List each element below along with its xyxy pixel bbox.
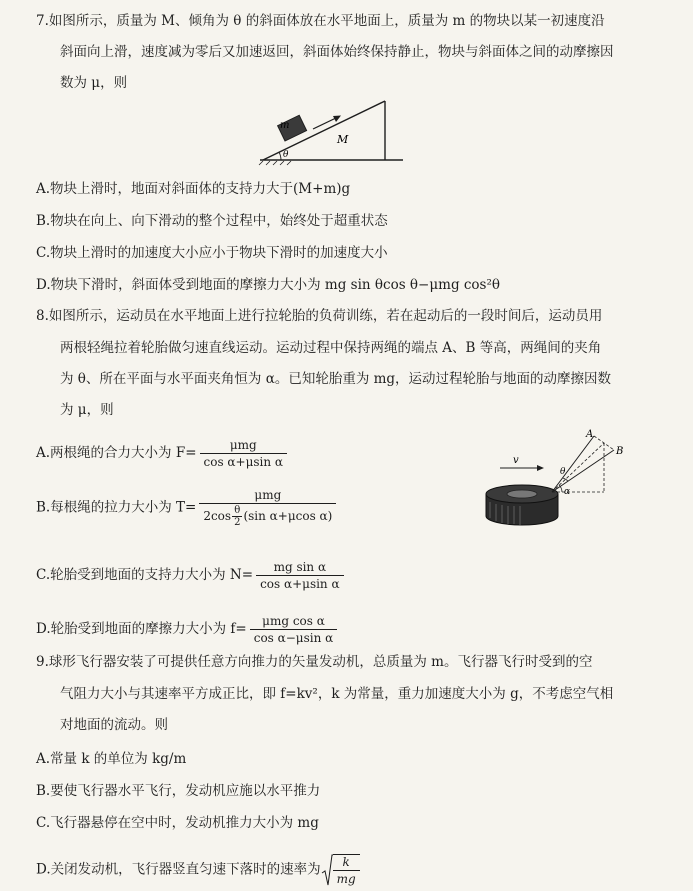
rope-to-a (552, 436, 594, 492)
q7-option-d[interactable]: D.物块下滑时，斜面体受到地面的摩擦力大小为 mg sin θcos θ−μmg cos²θ (36, 277, 501, 293)
sqrt-sign-icon (321, 853, 333, 887)
q8-option-b-den-pre: 2cos (203, 509, 232, 523)
q8-stem-line-4: 为 μ，则 (60, 402, 114, 418)
q7-stem-line-1: 7.如图所示，质量为 M、倾角为 θ 的斜面体放在水平地面上，质量为 m 的物块以某一初速度沿 (36, 13, 605, 29)
q9-option-d-numerator: k (333, 855, 360, 871)
q8-option-b-half-angle-den: 2 (234, 517, 241, 528)
q8-option-b-fraction (199, 488, 336, 528)
label-alpha: α (564, 487, 571, 497)
q8-option-c-numerator: mg sin α (256, 560, 344, 576)
q8-option-a[interactable] (36, 438, 290, 469)
q8-option-b-den-post: (sin α+μcos α) (243, 509, 333, 523)
q8-option-c-denominator: cos α+μsin α (260, 577, 340, 591)
q9-option-a[interactable]: A.常量 k 的单位为 kg/m (36, 751, 187, 767)
q8-option-b-prefix: B.每根绳的拉力大小为 T= (36, 499, 197, 516)
velocity-arrow (313, 117, 338, 129)
q7-incline-figure (255, 95, 405, 170)
q8-option-c-prefix: C.轮胎受到地面的支持力大小为 N= (36, 567, 254, 583)
tire (486, 485, 558, 525)
ground-hatching (259, 161, 291, 165)
q9-option-c[interactable]: C.飞行器悬停在空中时，发动机推力大小为 mg (36, 815, 319, 831)
q8-option-d-numerator: μmg cos α (250, 614, 338, 630)
q8-stem-line-1: 8.如图所示，运动员在水平地面上进行拉轮胎的负荷训练，若在起动后的一段时间后，运动员用 (36, 308, 603, 324)
q7-stem-line-3: 数为 μ，则 (60, 75, 128, 91)
q9-option-d-prefix: D.关闭发动机，飞行器竖直匀速下落时的速率为 (36, 861, 321, 878)
label-M: M (337, 133, 349, 146)
label-m: m (280, 120, 290, 131)
q8-option-c[interactable] (36, 560, 347, 591)
q7-option-b[interactable]: B.物块在向上、向下滑动的整个过程中，始终处于超重状态 (36, 213, 388, 229)
q8-option-a-prefix: A.两根绳的合力大小为 F= (36, 445, 197, 461)
q8-option-d-prefix: D.轮胎受到地面的摩擦力大小为 f= (36, 621, 247, 637)
q8-option-d-denominator: cos α−μsin α (253, 631, 334, 645)
q9-option-d[interactable] (36, 853, 363, 887)
q9-stem-line-1: 9.球形飞行器安装了可提供任意方向推力的矢量发动机，总质量为 m。飞行器飞行时受到的空 (36, 654, 593, 670)
label-theta: θ (560, 467, 566, 477)
q9-option-b[interactable]: B.要使飞行器水平飞行，发动机应施以水平推力 (36, 783, 321, 799)
q9-option-d-fraction (333, 854, 360, 886)
q9-option-d-sqrt (321, 853, 363, 887)
q8-option-b[interactable] (36, 488, 339, 528)
q8-option-c-fraction (256, 560, 344, 591)
q8-option-b-half-angle (232, 505, 242, 528)
q8-option-b-denominator (199, 504, 336, 528)
q8-tire-figure (478, 428, 638, 528)
label-v: v (513, 455, 519, 466)
label-b: B (616, 446, 624, 457)
theta-arc (279, 152, 281, 160)
q9-option-d-denominator: mg (336, 872, 356, 886)
q8-option-d-fraction (250, 614, 338, 645)
q8-stem-line-3: 为 θ、所在平面与水平面夹角恒为 α。已知轮胎重为 mg，运动过程轮胎与地面的动摩擦因数 (60, 371, 612, 387)
q7-option-a[interactable]: A.物块上滑时，地面对斜面体的支持力大于(M+m)g (36, 181, 351, 197)
q8-option-a-fraction (200, 438, 288, 469)
q9-stem-line-2: 气阻力大小与其速率平方成正比，即 f=kv²，k 为常量，重力加速度大小为 g，不考虑空气相 (60, 686, 614, 702)
q8-stem-line-2: 两根轻绳拉着轮胎做匀速直线运动。运动过程中保持两绳的端点 A、B 等高，两绳间的夹角 (60, 340, 602, 356)
q8-option-a-numerator: μmg (200, 438, 288, 454)
q7-stem-line-2: 斜面向上滑，速度减为零后又加速返回，斜面体始终保持静止，物块与斜面体之间的动摩擦因 (60, 44, 614, 60)
q8-option-b-numerator: μmg (199, 488, 336, 504)
label-a: A (586, 429, 594, 440)
label-theta: θ (283, 150, 289, 160)
velocity-arrowhead (537, 465, 544, 471)
q8-option-b-half-angle-num: θ (232, 505, 242, 517)
q7-option-c[interactable]: C.物块上滑时的加速度大小应小于物块下滑时的加速度大小 (36, 245, 388, 261)
q8-option-a-denominator: cos α+μsin α (203, 455, 284, 469)
q9-stem-line-3: 对地面的流动。则 (60, 717, 168, 733)
q8-option-d[interactable] (36, 614, 340, 645)
